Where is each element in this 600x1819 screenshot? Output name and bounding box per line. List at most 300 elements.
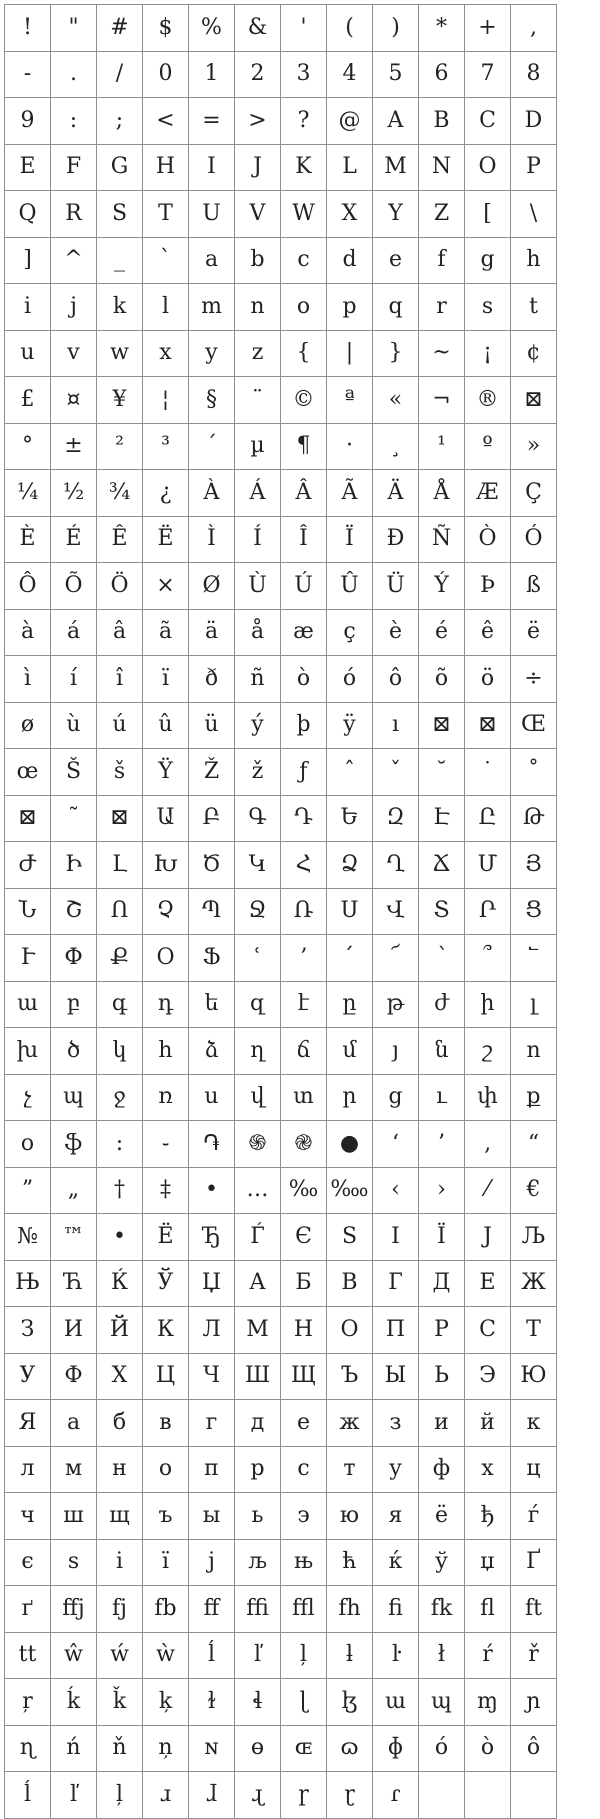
glyph-cell: y [189,331,235,378]
empty-glyph-cell [511,1772,557,1819]
glyph-cell: m [189,284,235,331]
glyph-cell: Պ [189,889,235,936]
glyph-cell: Å [419,470,465,517]
glyph-cell: ƒ [281,749,327,796]
glyph-cell: Ÿ [143,749,189,796]
glyph-cell: ɻ [235,1772,281,1819]
glyph-cell: ŗ [5,1679,51,1726]
glyph-cell: • [189,1168,235,1215]
glyph-cell: u [5,331,51,378]
glyph-cell: I [189,145,235,192]
glyph-cell: դ [143,982,189,1029]
glyph-cell: ՜ [373,935,419,982]
glyph-cell: ¢ [511,331,557,378]
glyph-cell: Ъ [327,1354,373,1401]
glyph-cell: J [235,145,281,192]
glyph-cell: â [97,610,143,657]
glyph-cell: г [189,1400,235,1447]
glyph-cell: … [235,1168,281,1215]
glyph-cell: щ [97,1493,143,1540]
glyph-cell: ɵ [235,1726,281,1773]
glyph-cell: ˜ [51,796,97,843]
glyph-cell: ɬ [235,1679,281,1726]
glyph-cell: գ [97,982,143,1029]
glyph-cell: ƚ [327,1633,373,1680]
glyph-cell: 2 [235,52,281,99]
glyph-cell: ¨ [235,377,281,424]
glyph-cell: ѕ [51,1540,97,1587]
glyph-cell: д [235,1400,281,1447]
glyph-cell: Э [465,1354,511,1401]
glyph-cell: Á [235,470,281,517]
glyph-cell: Ґ [511,1540,557,1587]
glyph-cell: w [97,331,143,378]
glyph-cell: ? [281,98,327,145]
glyph-cell: Ã [327,470,373,517]
glyph-cell: ó [419,1726,465,1773]
glyph-cell: տ [281,1075,327,1122]
glyph-cell: ш [51,1493,97,1540]
glyph-cell: Ø [189,563,235,610]
glyph-cell: բ [51,982,97,1029]
glyph-cell: fk [419,1586,465,1633]
glyph-cell: ђ [465,1493,511,1540]
glyph-cell: t [511,284,557,331]
glyph-cell: ¥ [97,377,143,424]
glyph-cell: ! [5,5,51,52]
glyph-cell: У [5,1354,51,1401]
glyph-cell: п [189,1447,235,1494]
glyph-cell: ł [419,1633,465,1680]
glyph-cell: n [235,284,281,331]
glyph-cell: À [189,470,235,517]
glyph-cell: к [511,1400,557,1447]
glyph-cell: x [143,331,189,378]
glyph-cell: ћ [327,1540,373,1587]
glyph-cell: ј [189,1540,235,1587]
glyph-cell: Բ [189,796,235,843]
glyph-cell: ժ [419,982,465,1029]
glyph-cell: ‹ [373,1168,419,1215]
glyph-cell: Ֆ [189,935,235,982]
glyph-cell: ⊠ [511,377,557,424]
glyph-cell: С [465,1307,511,1354]
glyph-cell: X [327,191,373,238]
glyph-cell: б [97,1400,143,1447]
glyph-cell: Ö [97,563,143,610]
glyph-cell: ՞ [465,935,511,982]
glyph-cell: k [97,284,143,331]
glyph-cell: Թ [511,796,557,843]
glyph-cell: ю [327,1493,373,1540]
glyph-cell: ^ [51,238,97,285]
glyph-cell: è [373,610,419,657]
glyph-cell: i [5,284,51,331]
glyph-cell: у [373,1447,419,1494]
glyph-cell: K [281,145,327,192]
glyph-cell: a [189,238,235,285]
glyph-cell: ò [281,656,327,703]
glyph-cell: ń [51,1726,97,1773]
glyph-cell: ɺ [189,1772,235,1819]
glyph-cell: - [5,52,51,99]
glyph-cell: à [5,610,51,657]
glyph-cell: ɲ [511,1679,557,1726]
glyph-cell: ж [327,1400,373,1447]
glyph-cell: ß [511,563,557,610]
glyph-cell: Д [419,1261,465,1308]
glyph-cell: ô [373,656,419,703]
glyph-cell: ‘ [373,1121,419,1168]
glyph-cell: ՚ [281,935,327,982]
glyph-cell: ը [327,982,373,1029]
glyph-cell: ä [189,610,235,657]
glyph-cell: П [373,1307,419,1354]
glyph-cell: Î [281,517,327,564]
glyph-cell: ɹ [143,1772,189,1819]
glyph-cell: | [327,331,373,378]
glyph-cell: ՛ [327,935,373,982]
glyph-cell: ¡ [465,331,511,378]
glyph-cell: ǩ [97,1679,143,1726]
glyph-cell: Շ [51,889,97,936]
glyph-cell: ı [373,703,419,750]
glyph-cell: tt [5,1633,51,1680]
glyph-cell: õ [419,656,465,703]
glyph-cell: պ [51,1075,97,1122]
glyph-cell: յ [373,1028,419,1075]
glyph-cell: ” [5,1168,51,1215]
glyph-cell: Կ [235,842,281,889]
empty-glyph-cell [465,1772,511,1819]
glyph-cell: © [281,377,327,424]
glyph-cell: 5 [373,52,419,99]
glyph-cell: £ [5,377,51,424]
glyph-cell: № [5,1214,51,1261]
glyph-cell: Ќ [97,1261,143,1308]
glyph-cell: Н [281,1307,327,1354]
glyph-cell: Њ [5,1261,51,1308]
glyph-cell: f [419,238,465,285]
glyph-cell: І [373,1214,419,1261]
glyph-cell: " [51,5,97,52]
glyph-cell: ї [143,1540,189,1587]
glyph-cell: т [327,1447,373,1494]
glyph-cell: о [143,1447,189,1494]
glyph-cell: c [281,238,327,285]
glyph-cell: $ [143,5,189,52]
glyph-cell: ç [327,610,373,657]
glyph-cell: с [281,1447,327,1494]
glyph-cell: ։ [97,1121,143,1168]
glyph-cell: Ի [51,842,97,889]
glyph-cell: Â [281,470,327,517]
glyph-cell: ‚ [465,1121,511,1168]
glyph-cell: „ [51,1168,97,1215]
glyph-cell: ó [327,656,373,703]
glyph-cell: . [51,52,97,99]
glyph-cell: Æ [465,470,511,517]
glyph-cell: B [419,98,465,145]
glyph-grid [4,4,557,1819]
glyph-cell: ¤ [51,377,97,424]
glyph-cell: g [465,238,511,285]
glyph-cell: Ў [143,1261,189,1308]
glyph-cell: S [97,191,143,238]
glyph-cell: ‡ [143,1168,189,1215]
glyph-cell: ÿ [327,703,373,750]
glyph-cell: փ [465,1075,511,1122]
glyph-cell: ք [511,1075,557,1122]
glyph-cell: á [51,610,97,657]
glyph-cell: _ [97,238,143,285]
glyph-cell: Դ [281,796,327,843]
glyph-cell: ø [5,703,51,750]
glyph-cell: š [97,749,143,796]
glyph-cell: Ê [97,517,143,564]
glyph-cell: ã [143,610,189,657]
glyph-cell: ՙ [235,935,281,982]
glyph-cell: œ [5,749,51,796]
glyph-cell: Õ [51,563,97,610]
glyph-cell: Ž [189,749,235,796]
glyph-cell: р [235,1447,281,1494]
glyph-cell: и [419,1400,465,1447]
glyph-cell: L [327,145,373,192]
glyph-cell: А [235,1261,281,1308]
glyph-cell: Š [51,749,97,796]
glyph-cell: ‱ [327,1168,373,1215]
glyph-cell: Щ [281,1354,327,1401]
glyph-cell: + [465,5,511,52]
glyph-cell: E [5,145,51,192]
glyph-cell: З [5,1307,51,1354]
glyph-cell: Ç [511,470,557,517]
glyph-cell: մ [327,1028,373,1075]
glyph-cell: Т [511,1307,557,1354]
glyph-cell: Ռ [281,889,327,936]
glyph-cell: ˙ [465,749,511,796]
glyph-cell: ¬ [419,377,465,424]
glyph-cell: ž [235,749,281,796]
glyph-cell: ɫ [189,1679,235,1726]
glyph-cell: ﬄ [281,1586,327,1633]
glyph-cell: ˚ [511,749,557,796]
glyph-cell: > [235,98,281,145]
glyph-cell: fj [97,1586,143,1633]
glyph-cell: О [327,1307,373,1354]
glyph-cell: ֆ [51,1121,97,1168]
glyph-cell: ý [235,703,281,750]
glyph-cell: † [97,1168,143,1215]
glyph-cell: ² [97,424,143,471]
glyph-cell: Y [373,191,419,238]
glyph-cell: ﬀj [51,1586,97,1633]
glyph-cell: վ [235,1075,281,1122]
glyph-cell: Ь [419,1354,465,1401]
glyph-cell: н [97,1447,143,1494]
glyph-cell: ր [327,1075,373,1122]
glyph-cell: \ [511,191,557,238]
glyph-cell: ռ [143,1075,189,1122]
glyph-cell: ļ [281,1633,327,1680]
glyph-cell: м [51,1447,97,1494]
glyph-cell: Ք [97,935,143,982]
glyph-cell: ¦ [143,377,189,424]
glyph-cell: Є [281,1214,327,1261]
glyph-cell: Ù [235,563,281,610]
glyph-cell: а [51,1400,97,1447]
glyph-cell: ( [327,5,373,52]
glyph-cell: [ [465,191,511,238]
glyph-cell: ľ [51,1772,97,1819]
glyph-cell: й [465,1400,511,1447]
glyph-cell: ň [97,1726,143,1773]
glyph-cell: ч [5,1493,51,1540]
glyph-cell: v [51,331,97,378]
glyph-cell: ± [51,424,97,471]
glyph-cell: Љ [511,1214,557,1261]
glyph-cell: z [235,331,281,378]
glyph-cell: Ծ [189,842,235,889]
glyph-cell: з [373,1400,419,1447]
glyph-cell: Ն [5,889,51,936]
glyph-cell: ֏ [189,1121,235,1168]
glyph-cell: ö [465,656,511,703]
glyph-cell: ¶ [281,424,327,471]
glyph-cell: ŕ [465,1633,511,1680]
glyph-cell: ● [327,1121,373,1168]
glyph-cell: 6 [419,52,465,99]
glyph-cell: Ж [511,1261,557,1308]
glyph-cell: Ï [327,517,373,564]
glyph-cell: ë [511,610,557,657]
glyph-cell: 7 [465,52,511,99]
glyph-cell: И [51,1307,97,1354]
glyph-cell: Ä [373,470,419,517]
glyph-cell: ɰ [419,1679,465,1726]
glyph-cell: È [5,517,51,564]
glyph-cell: q [373,284,419,331]
glyph-cell: b [235,238,281,285]
glyph-cell: Է [419,796,465,843]
glyph-cell: ɱ [465,1679,511,1726]
glyph-cell: і [97,1540,143,1587]
glyph-cell: ъ [143,1493,189,1540]
glyph-cell: ] [5,238,51,285]
glyph-cell: Չ [143,889,189,936]
glyph-cell: Ѕ [327,1214,373,1261]
glyph-cell: Б [281,1261,327,1308]
glyph-cell: Ո [97,889,143,936]
glyph-cell: ’ [419,1121,465,1168]
glyph-cell: Í [235,517,281,564]
glyph-cell: ¼ [5,470,51,517]
glyph-cell: ð [189,656,235,703]
glyph-cell: ´ [189,424,235,471]
glyph-cell: Ò [465,517,511,564]
glyph-cell: ֎ [281,1121,327,1168]
glyph-cell: ř [511,1633,557,1680]
glyph-cell: օ [5,1121,51,1168]
glyph-cell: Ñ [419,517,465,564]
glyph-cell: ķ [143,1679,189,1726]
glyph-cell: Ý [419,563,465,610]
glyph-cell: ' [281,5,327,52]
glyph-cell: ˘ [419,749,465,796]
glyph-cell: ա [5,982,51,1029]
glyph-cell: Տ [419,889,465,936]
glyph-cell: Ժ [5,842,51,889]
glyph-cell: է [281,982,327,1029]
glyph-cell: ի [465,982,511,1029]
glyph-cell: ® [465,377,511,424]
glyph-cell: ľ [235,1633,281,1680]
glyph-cell: џ [465,1540,511,1587]
glyph-cell: ֊ [143,1121,189,1168]
glyph-cell: h [511,238,557,285]
glyph-cell: л [5,1447,51,1494]
glyph-cell: ª [327,377,373,424]
glyph-cell: ⊠ [465,703,511,750]
glyph-cell: ¸ [373,424,419,471]
glyph-cell: « [373,377,419,424]
glyph-cell: ḱ [51,1679,97,1726]
glyph-cell: } [373,331,419,378]
glyph-cell: 9 [5,98,51,145]
glyph-cell: o [281,284,327,331]
glyph-cell: Փ [51,935,97,982]
glyph-cell: ў [419,1540,465,1587]
glyph-cell: ŵ [51,1633,97,1680]
glyph-cell: Ը [465,796,511,843]
glyph-cell: Ѓ [235,1214,281,1261]
glyph-cell: ~ [419,331,465,378]
glyph-cell: Ր [465,889,511,936]
glyph-cell: ﬀ [189,1586,235,1633]
glyph-cell: & [235,5,281,52]
empty-glyph-cell [419,1772,465,1819]
glyph-cell: Խ [143,842,189,889]
glyph-cell: ĺ [5,1772,51,1819]
glyph-cell: ê [465,610,511,657]
glyph-cell: ɯ [373,1679,419,1726]
glyph-cell: ՟ [511,935,557,982]
glyph-cell: þ [281,703,327,750]
glyph-cell: э [281,1493,327,1540]
glyph-cell: ѓ [511,1493,557,1540]
glyph-cell: F [51,145,97,192]
glyph-cell: ь [235,1493,281,1540]
glyph-cell: ɭ [281,1679,327,1726]
glyph-cell: ⊠ [419,703,465,750]
glyph-cell: ŀ [373,1633,419,1680]
glyph-cell: Г [373,1261,419,1308]
glyph-cell: ò [465,1726,511,1773]
glyph-cell: fh [327,1586,373,1633]
glyph-cell: ™ [51,1214,97,1261]
glyph-cell: U [189,191,235,238]
glyph-cell: ґ [5,1586,51,1633]
glyph-cell: ս [189,1075,235,1122]
glyph-cell: ½ [51,470,97,517]
glyph-cell: є [5,1540,51,1587]
glyph-cell: Ы [373,1354,419,1401]
glyph-cell: × [143,563,189,610]
glyph-cell: M [373,145,419,192]
glyph-cell: Ш [235,1354,281,1401]
glyph-cell: ɽ [327,1772,373,1819]
